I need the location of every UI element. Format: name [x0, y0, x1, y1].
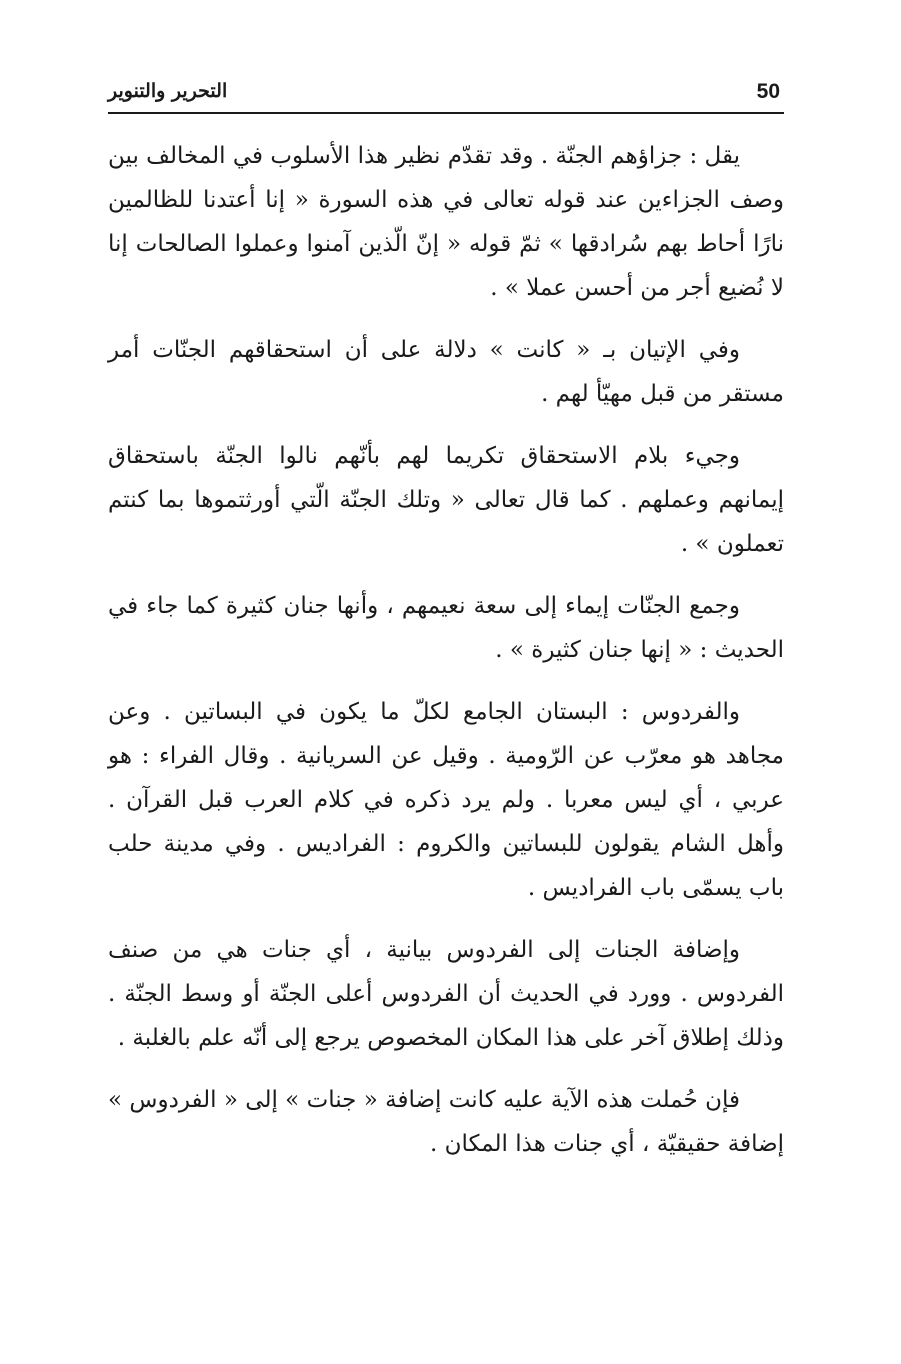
paragraph-7: فإن حُملت هذه الآية عليه كانت إضافة « جنات » إلى « الفردوس » إضافة حقيقيّة ، أي جنات هذا المكان .: [108, 1087, 784, 1157]
page-number: 50: [756, 80, 780, 103]
paragraph-1: يقل : جزاؤهم الجنّة . وقد تقدّم نظير هذا الأسلوب في المخالف بين وصف الجزاءين عند قوله تعالى في هذه السورة « إنا أعتدنا للظالمين نارًا أحاط بهم سُرادقها » ثمّ قوله « إنّ الّذين آمنوا وعملوا الصالحات إنا لا نُضيع أجر من أحسن عملا » .: [108, 143, 784, 301]
paragraph-3: وجيء بلام الاستحقاق تكريما لهم بأنّهم نالوا الجنّة باستحقاق إيمانهم وعملهم . كما قال تعالى « وتلك الجنّة الّتي أورثتموها بما كنتم تعملون » .: [108, 443, 784, 557]
paragraph-4: وجمع الجنّات إيماء إلى سعة نعيمهم ، وأنها جنان كثيرة كما جاء في الحديث : « إنها جنان كثيرة » .: [108, 593, 784, 663]
paragraph-5: والفردوس : البستان الجامع لكلّ ما يكون في البساتين . وعن مجاهد هو معرّب عن الرّومية . وقيل عن السريانية . وقال الفراء : هو عربي ، أي ليس معربا . ولم يرد ذكره في كلام العرب قبل القرآن . وأهل الشام يقولون للبساتين والكروم : الفراديس . وفي مدينة حلب باب يسمّى باب الفراديس .: [108, 699, 784, 901]
body-text: [108, 134, 784, 1166]
page-header: [108, 78, 784, 114]
paragraph-2: وفي الإتيان بـ « كانت » دلالة على أن استحقاقهم الجنّات أمر مستقر من قبل مهيّأ لهم .: [108, 337, 784, 407]
paragraph-6: وإضافة الجنات إلى الفردوس بيانية ، أي جنات هي من صنف الفردوس . وورد في الحديث أن الفردوس أعلى الجنّة أو وسط الجنّة . وذلك إطلاق آخر على هذا المكان المخصوص يرجع إلى أنّه علم بالغلبة .: [108, 937, 784, 1051]
running-title: التحرير والتنوير: [108, 80, 228, 102]
